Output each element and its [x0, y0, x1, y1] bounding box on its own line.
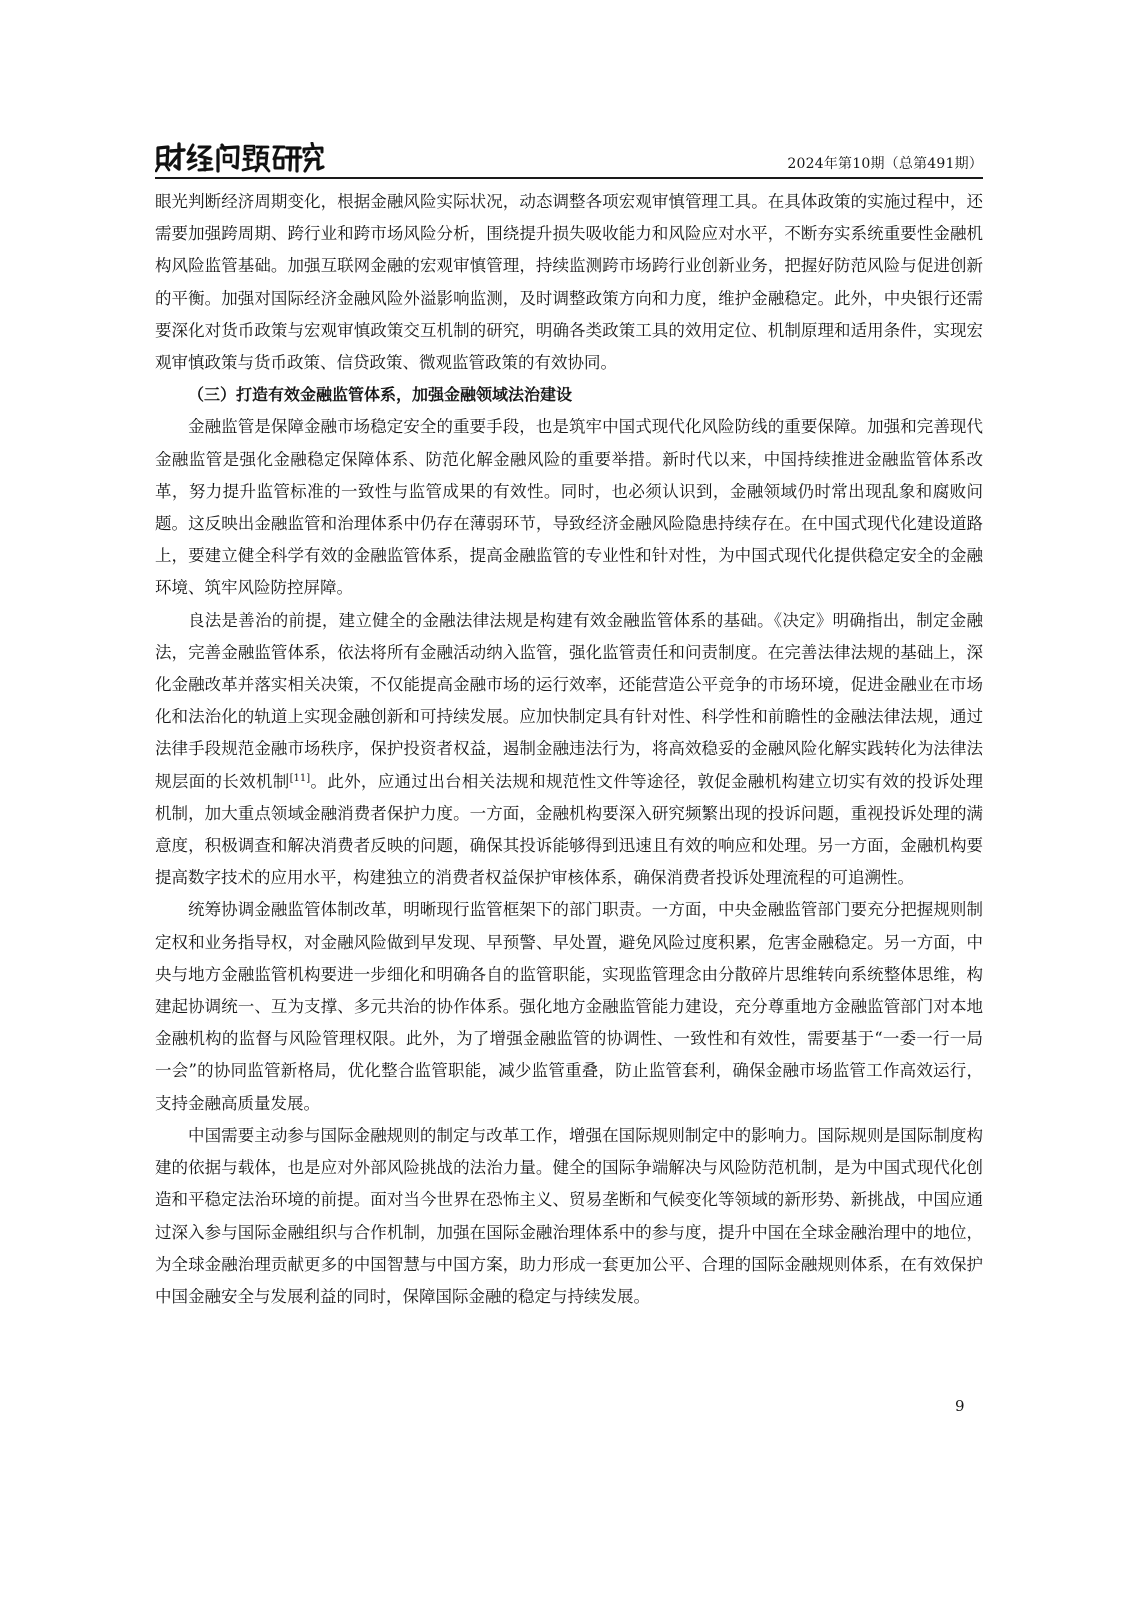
paragraph-1: 眼光判断经济周期变化，根据金融风险实际状况，动态调整各项宏观审慎管理工具。在具体政策的实施过程中，还需要加强跨周期、跨行业和跨市场风险分析，围绕提升损失吸收能力和风险应对水平，不断夯实系统重要性金融机构风险监管基础。加强互联网金融的宏观审慎管理，持续监测跨市场跨行业创新业务，把握好防范风险与促进创新的平衡。加强对国际经济金融风险外溢影响监测，及时调整政策方向和力度，维护金融稳定。此外，中央银行还需要深化对货币政策与宏观审慎政策交互机制的研究，明确各类政策工具的效用定位、机制原理和适用条件，实现宏观审慎政策与货币政策、信贷政策、微观监管政策的有效协同。 — [155, 192, 983, 373]
journal-logo — [155, 142, 325, 174]
issue-info: 2024年第10期（总第491期） — [787, 156, 983, 172]
paragraph-3 — [155, 605, 983, 895]
paragraph-5: 中国需要主动参与国际金融规则的制定与改革工作，增强在国际规则制定中的影响力。国际规则是国际制度构建的依据与载体，也是应对外部风险挑战的法治力量。健全的国际争端解决与风险防范机制，是为中国式现代化创造和平稳定法治环境的前提。面对当今世界在恐怖主义、贸易垄断和气候变化等领域的新形势、新挑战，中国应通过深入参与国际金融组织与合作机制，加强在国际金融治理体系中的参与度，提升中国在全球金融治理中的地位，为全球金融治理贡献更多的中国智慧与中国方案，助力形成一套更加公平、合理的国际金融规则体系，在有效保护中国金融安全与发展利益的同时，保障国际金融的稳定与持续发展。 — [155, 1125, 983, 1306]
section-heading: （三）打造有效金融监管体系，加强金融领域法治建设 — [188, 385, 573, 405]
article-body — [155, 186, 983, 1313]
page-number: 9 — [955, 1397, 965, 1415]
paragraph-3-part-b: 。此外，应通过出台相关法规和规范性文件等途径，敦促金融机构建立切实有效的投诉处理机制，加大重点领域金融消费者保护力度。一方面，金融机构要深入研究频繁出现的投诉问题，重视投诉处理的满意度，积极调查和解决消费者反映的问题，确保其投诉能够得到迅速且有效的响应和处理。另一方面，金融机构要提高数字技术的应用水平，构建独立的消费者权益保护审核体系，确保消费者投诉处理流程的可追溯性。 — [155, 771, 983, 888]
header-rule — [155, 177, 983, 179]
paragraph-4: 统筹协调金融监管体制改革，明晰现行监管框架下的部门职责。一方面，中央金融监管部门要充分把握规则制定权和业务指导权，对金融风险做到早发现、早预警、早处置，避免风险过度积累，危害金融稳定。另一方面，中央与地方金融监管机构要进一步细化和明确各自的监管职能，实现监管理念由分散碎片思维转向系统整体思维，构建起协调统一、互为支撑、多元共治的协作体系。强化地方金融监管能力建设，充分尊重地方金融监管部门对本地金融机构的监督与风险管理权限。此外，为了增强金融监管的协调性、一致性和有效性，需要基于“一委一行一局一会”的协同监管新格局，优化整合监管职能，减少监管重叠，防止监管套利，确保金融市场监管工作高效运行，支持金融高质量发展。 — [155, 900, 983, 1113]
paragraph-2: 金融监管是保障金融市场稳定安全的重要手段，也是筑牢中国式现代化风险防线的重要保障。加强和完善现代金融监管是强化金融稳定保障体系、防范化解金融风险的重要举措。新时代以来，中国持续推进金融监管体系改革，努力提升监管标准的一致性与监管成果的有效性。同时，也必须认识到，金融领域仍时常出现乱象和腐败问题。这反映出金融监管和治理体系中仍存在薄弱环节，导致经济金融风险隐患持续存在。在中国式现代化建设道路上，要建立健全科学有效的金融监管体系，提高金融监管的专业性和针对性，为中国式现代化提供稳定安全的金融环境、筑牢风险防控屏障。 — [155, 417, 983, 598]
running-header — [155, 142, 983, 176]
calligraphy-logo-icon — [155, 142, 325, 174]
citation-ref: [11] — [289, 772, 311, 784]
paragraph-3-part-a: 良法是善治的前提，建立健全的金融法律法规是构建有效金融监管体系的基础。《决定》明确指出，制定金融法，完善金融监管体系，依法将所有金融活动纳入监管，强化监管责任和问责制度。在完善法律法规的基础上，深化金融改革并落实相关决策，不仅能提高金融市场的运行效率，还能营造公平竞争的市场环境，促进金融业在市场化和法治化的轨道上实现金融创新和可持续发展。应加快制定具有针对性、科学性和前瞻性的金融法律法规，通过法律手段规范金融市场秩序，保护投资者权益，遏制金融违法行为，将高效稳妥的金融风险化解实践转化为法律法规层面的长效机制 — [155, 610, 983, 791]
